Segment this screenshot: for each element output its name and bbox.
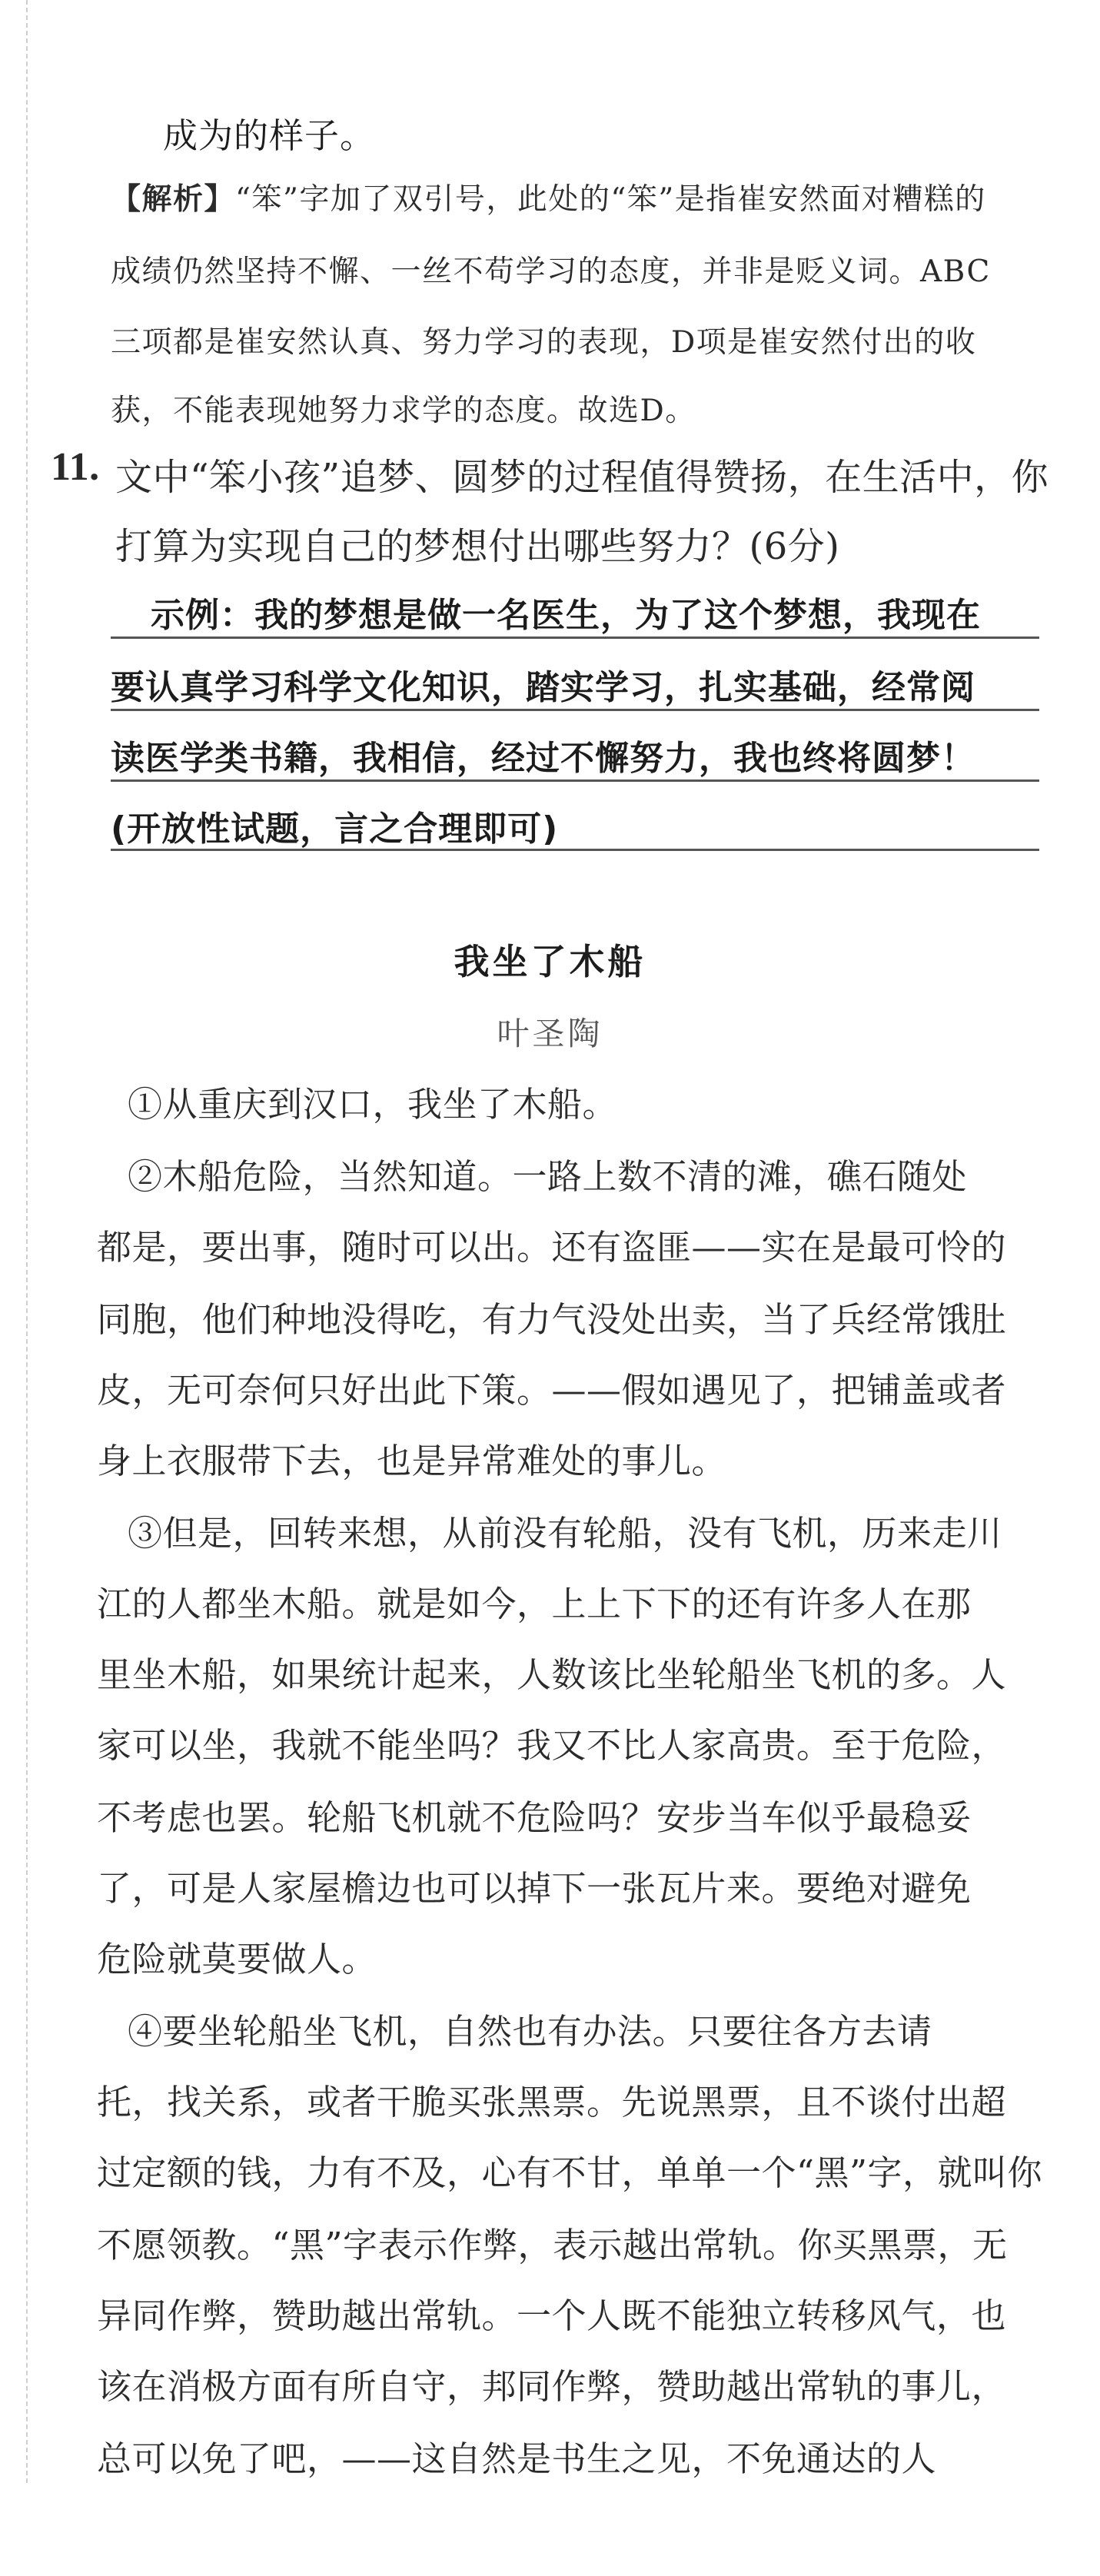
answer-underline-3 xyxy=(111,779,1039,782)
article-line: 都是，要出事，随时可以出。还有盗匪——实在是最可怜的 xyxy=(97,1227,1007,1268)
article-line: 不愿领教。“黑”字表示作弊，表示越出常轨。你买黑票，无 xyxy=(97,2225,1008,2265)
article-line: ④要坐轮船坐飞机，自然也有办法。只要往各方去请 xyxy=(128,2011,932,2052)
question-line-2: 打算为实现自己的梦想付出哪些努力？(6分) xyxy=(115,525,840,568)
analysis-line-3: 三项都是崔安然认真、努力学习的表现，D项是崔安然付出的收 xyxy=(111,325,977,360)
article-line: ③但是，回转来想，从前没有轮船，没有飞机，历来走川 xyxy=(128,1513,1002,1554)
article-line: 不考虑也罢。轮船飞机就不危险吗？安步当车似乎最稳妥 xyxy=(97,1797,972,1838)
answer-line-3: 读医学类书籍，我相信，经过不懈努力，我也终将圆梦！ xyxy=(111,739,975,778)
binding-margin-line xyxy=(26,0,28,2483)
article-author: 叶圣陶 xyxy=(497,1015,603,1052)
answer-line-2: 要认真学习科学文化知识，踏实学习，扎实基础，经常阅 xyxy=(111,668,975,707)
previous-answer-tail: 成为的样子。 xyxy=(163,115,376,156)
article-line: 异同作弊，赞助越出常轨。一个人既不能独立转移风气，也 xyxy=(97,2295,1007,2336)
analysis-text: “笨”字加了双引号，此处的“笨”是指崔安然面对糟糕的 xyxy=(235,182,986,217)
answer-line-4: (开放性试题，言之合理即可) xyxy=(111,809,559,849)
article-line: 皮，无可奈何只好出此下策。——假如遇见了，把铺盖或者 xyxy=(97,1370,1007,1411)
article-line: ①从重庆到汉口，我坐了木船。 xyxy=(128,1084,618,1125)
article-line: 里坐木船，如果统计起来，人数该比坐轮船坐飞机的多。人 xyxy=(97,1654,1007,1695)
article-line: 江的人都坐木船。就是如今，上上下下的还有许多人在那 xyxy=(97,1584,972,1624)
article-line: 同胞，他们种地没得吃，有力气没处出卖，当了兵经常饿肚 xyxy=(97,1299,1007,1340)
question-number: 11. xyxy=(51,445,100,489)
article-line: ②木船危险，当然知道。一路上数不清的滩，礁石随处 xyxy=(128,1156,968,1197)
analysis-line-4: 获，不能表现她努力求学的态度。故选D。 xyxy=(111,394,696,428)
answer-line-1: 示例：我的梦想是做一名医生，为了这个梦想，我现在 xyxy=(151,596,981,635)
article-line: 过定额的钱，力有不及，心有不甘，单单一个“黑”字，就叫你 xyxy=(97,2152,1043,2193)
article-title: 我坐了木船 xyxy=(454,941,646,982)
question-line-1: 文中“笨小孩”追梦、圆梦的过程值得赞扬，在生活中，你 xyxy=(115,456,1049,499)
article-line: 危险就莫要做人。 xyxy=(97,1939,377,1979)
article-line: 身上衣服带下去，也是异常难处的事儿。 xyxy=(97,1441,727,1481)
analysis-line-2: 成绩仍然坚持不懈、一丝不苟学习的态度，并非是贬义词。ABC xyxy=(111,254,991,289)
article-line: 托，找关系，或者干脆买张黑票。先说黑票，且不谈付出超 xyxy=(97,2082,1007,2122)
analysis-label: 【解析】 xyxy=(111,182,236,217)
article-line: 总可以免了吧，——这自然是书生之见，不免通达的人 xyxy=(97,2438,937,2479)
article-line: 了，可是人家屋檐边也可以掉下一张瓦片来。要绝对避免 xyxy=(97,1868,972,1909)
analysis-line-1 xyxy=(111,175,986,218)
answer-underline-2 xyxy=(111,709,1039,711)
article-line: 家可以坐，我就不能坐吗？我又不比人家高贵。至于危险， xyxy=(97,1725,1007,1766)
answer-underline-1 xyxy=(111,637,1039,639)
article-line: 该在消极方面有所自守，邦同作弊，赞助越出常轨的事儿， xyxy=(97,2366,1007,2407)
answer-underline-4 xyxy=(111,849,1039,851)
